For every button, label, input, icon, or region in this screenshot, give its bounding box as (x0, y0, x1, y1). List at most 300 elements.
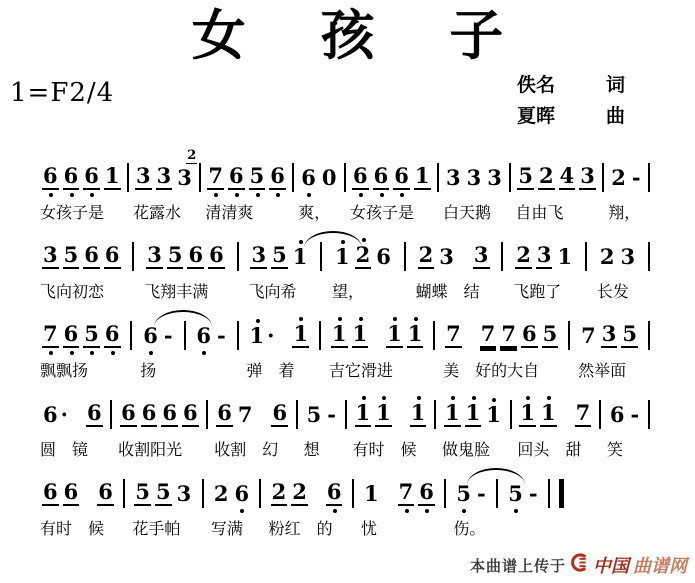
measure-lyric: 飞跑了 (513, 282, 562, 302)
note-number: 5 (508, 481, 523, 507)
note (249, 324, 275, 348)
measure-notes (513, 231, 575, 269)
note (83, 243, 100, 269)
octave-dot-high (414, 317, 418, 321)
meta-row (0, 70, 695, 140)
note-number: 1 (520, 400, 536, 426)
note-number: 3 (176, 481, 192, 507)
measure (442, 389, 504, 460)
barline (345, 400, 347, 429)
measure-notes (578, 310, 640, 348)
note (63, 322, 80, 348)
note-number: 6 (196, 323, 212, 349)
measure-lyric (193, 358, 228, 376)
octave-dot-low (214, 193, 218, 197)
measure-lyric: 飘飘扬 (40, 361, 89, 381)
note (418, 243, 435, 269)
note (407, 322, 424, 348)
octave-dot-low (380, 193, 384, 197)
measure (118, 389, 201, 460)
measure-notes (416, 231, 492, 269)
note-number: 3 (147, 242, 162, 268)
note-number: 7 (208, 163, 223, 189)
note (300, 166, 317, 190)
measure-notes (607, 389, 642, 427)
note-number: 1 (541, 400, 556, 426)
measure (361, 468, 437, 539)
note (326, 403, 337, 427)
note-number: 1 (387, 321, 402, 347)
note (83, 164, 100, 190)
note (120, 401, 137, 427)
note (515, 243, 532, 269)
note-number: 6 (84, 242, 99, 268)
barline (585, 242, 587, 271)
measure-lyric: 扬 (140, 361, 157, 381)
barline (132, 242, 134, 271)
octave-dot-high (338, 317, 342, 321)
measure-notes (132, 468, 194, 506)
measure-notes (329, 310, 426, 348)
note-number: 1 (331, 321, 347, 347)
watermark (470, 552, 687, 578)
measure-notes (248, 231, 310, 269)
measure (350, 152, 433, 223)
note (519, 401, 536, 427)
note-number: 3 (43, 242, 58, 268)
measure-lyric: 笑 (606, 440, 623, 460)
barline (437, 163, 439, 192)
barline (599, 400, 601, 429)
note (233, 482, 250, 506)
note (521, 322, 538, 348)
measure-lyric: 然举面 (578, 361, 627, 381)
note-number: - (631, 165, 641, 191)
note (249, 164, 266, 190)
note-number: 5 (84, 321, 99, 347)
measure (416, 231, 492, 302)
measure-notes (205, 152, 288, 190)
measure-notes (214, 389, 290, 427)
note-number: - (630, 402, 640, 428)
note-number: 6 (183, 400, 198, 426)
barline (292, 163, 294, 192)
note-number: 6 (43, 479, 58, 505)
measure-lyric: 圆 镜 (40, 440, 89, 460)
note (352, 322, 369, 348)
note (269, 164, 286, 190)
note (507, 482, 524, 506)
note-number: 6 (63, 479, 79, 505)
octave-dot-high (362, 238, 366, 242)
barline (648, 163, 650, 192)
note (609, 403, 626, 427)
octave-dot-low (333, 509, 337, 513)
note-number: 6 (609, 402, 625, 428)
note (621, 322, 638, 348)
note (182, 401, 199, 427)
octave-dot-low (149, 351, 153, 355)
note (556, 245, 573, 269)
note-number: 6 (86, 400, 102, 426)
octave-dot-low (240, 509, 244, 513)
measure-lyric: 翔， (608, 203, 641, 223)
note (291, 480, 308, 506)
score-line-4 (40, 389, 654, 460)
note (375, 401, 392, 427)
measure-notes (118, 389, 201, 427)
song-title: 女 孩 子 (191, 3, 504, 67)
barline (202, 479, 204, 508)
measure (214, 389, 290, 460)
measure (517, 389, 593, 460)
note (42, 480, 59, 506)
note-number: 6 (228, 163, 244, 189)
note (355, 401, 372, 427)
measure-lyric: 长发 (596, 282, 629, 302)
note (63, 480, 80, 506)
measure (247, 310, 312, 381)
note-number: 3 (445, 165, 461, 191)
note-number: 5 (456, 481, 472, 507)
barline (237, 321, 239, 350)
note-number: 5 (306, 402, 322, 428)
measure-notes (353, 389, 429, 427)
note (195, 324, 212, 348)
note-number: - (163, 323, 173, 349)
note-number: 6 (209, 242, 224, 268)
octave-dot-low (70, 351, 74, 355)
note-number: 7 (43, 321, 58, 347)
measure-lyric: 忧 (361, 519, 378, 539)
note (418, 480, 435, 506)
note-number: 7 (237, 402, 253, 428)
note (476, 482, 487, 506)
note (538, 164, 555, 190)
note-number: 0 (321, 165, 337, 191)
measure-notes (40, 231, 123, 269)
note-number: 1 (410, 400, 426, 426)
measure-lyric: 女孩子是 (40, 203, 105, 223)
note (161, 401, 178, 427)
measure-notes (247, 310, 312, 348)
note-number: - (327, 402, 336, 428)
note (528, 482, 539, 506)
barline (110, 400, 112, 429)
note-number: 1 (407, 321, 423, 347)
note-number: 1 (414, 163, 430, 189)
note-number: 1 (104, 163, 120, 189)
note-number: 1 (465, 400, 481, 426)
measure (132, 148, 197, 223)
credits (517, 70, 625, 132)
note (207, 164, 224, 190)
note (83, 322, 100, 348)
note-number: 6 (104, 321, 120, 347)
note (629, 403, 640, 427)
note-number: - (217, 323, 226, 349)
measure-lyric: 收割阳光 (118, 440, 183, 460)
note (540, 401, 557, 427)
note-number: 6 (301, 165, 316, 191)
note (575, 401, 592, 427)
measure (144, 231, 227, 302)
note-number: 5 (542, 321, 558, 347)
note (42, 164, 59, 190)
note (135, 164, 152, 190)
note-number: 6 (353, 163, 368, 189)
octave-dot-low (405, 509, 409, 513)
note (306, 403, 323, 427)
note (237, 403, 254, 427)
note (445, 166, 462, 190)
note-number: 4 (559, 163, 575, 189)
note-number: 6 (121, 400, 136, 426)
note-number: 2 (599, 244, 615, 270)
note (271, 401, 288, 427)
note-number: 3 (487, 165, 502, 191)
note (480, 322, 497, 348)
note (363, 482, 380, 506)
measure-lyric: 花手帕 (132, 519, 181, 539)
barline (648, 400, 650, 429)
score (0, 148, 695, 539)
measure-lyric: 飞翔丰满 (144, 282, 209, 302)
note (438, 245, 455, 269)
note-number: 1 (376, 400, 391, 426)
note-number: 5 (167, 242, 183, 268)
measure-lyric: 飞向初恋 (40, 282, 105, 302)
note-number: 6 (376, 244, 391, 270)
measure (608, 152, 643, 223)
note-number: 1 (355, 400, 371, 426)
note-number: 6 (43, 163, 58, 189)
measure-notes (608, 152, 643, 190)
note (559, 164, 576, 190)
note (375, 245, 392, 269)
note-number: 1 (293, 321, 309, 347)
barline (433, 321, 435, 350)
octave-dot-low (400, 193, 404, 197)
note (373, 164, 390, 190)
measure-lyric: 写满 (210, 519, 243, 539)
note-number: 2 (538, 163, 554, 189)
measure-notes (133, 148, 197, 191)
note (619, 245, 636, 269)
note-number: 6 (98, 479, 113, 505)
note-number: - (477, 481, 486, 507)
watermark-brand-rest: 曲谱网 (633, 556, 687, 576)
octave-dot-low (307, 193, 311, 197)
measure (211, 468, 252, 539)
note-number: 6 (270, 163, 285, 189)
note-number: 6 (272, 400, 288, 426)
note (352, 164, 369, 190)
note (445, 322, 462, 348)
barline (127, 163, 129, 192)
note (141, 401, 158, 427)
octave-dot-high (359, 317, 363, 321)
measure-lyric: 收割 幻 (214, 440, 279, 460)
measure (269, 468, 345, 539)
measure (443, 310, 560, 381)
measure-notes (517, 389, 593, 427)
note (63, 164, 80, 190)
note-number: 6 (162, 400, 177, 426)
score-line-1 (40, 148, 654, 223)
measure-lyric: 花露水 (132, 203, 181, 223)
note (97, 480, 114, 506)
barline (352, 479, 354, 508)
measure (304, 389, 339, 460)
barline (237, 242, 239, 271)
barline (648, 242, 650, 271)
octave-dot-low (111, 351, 115, 355)
measure-lyric: 飞向希 (248, 282, 297, 302)
measure (329, 310, 426, 381)
measure-lyric: 望， (332, 282, 365, 302)
measure (298, 152, 339, 223)
note (465, 401, 482, 427)
measure-lyric: 做鬼脸 (441, 440, 490, 460)
score-line-2 (40, 231, 654, 302)
measure-lyric: 自由飞 (515, 203, 564, 223)
measure-notes (40, 468, 116, 506)
key-time-signature: 1=F2/4 (10, 78, 115, 109)
watermark-text: 本曲谱上传于 (469, 557, 566, 575)
note (486, 166, 503, 190)
lyricist-credit (517, 70, 625, 101)
composer-credit (517, 101, 625, 132)
measure-lyric: 美 好的大自 (443, 361, 540, 381)
measure-lyric: 有时 候 (40, 519, 105, 539)
note-number: 3 (536, 242, 552, 268)
octave-dot-low (425, 509, 429, 513)
measure-notes (350, 152, 433, 190)
composer-role: 曲 (605, 106, 625, 128)
measure-notes (304, 389, 339, 427)
note (155, 480, 172, 506)
note-number: 7 (398, 479, 414, 505)
note (580, 324, 597, 348)
note (326, 480, 343, 506)
measure (513, 231, 575, 302)
octave-dot-high (256, 319, 260, 323)
note-number: 2 (271, 479, 287, 505)
measure (40, 152, 123, 223)
measure-notes (298, 152, 339, 190)
note-number: 2 (516, 242, 531, 268)
note (414, 164, 431, 190)
note (455, 482, 472, 506)
measure (205, 152, 288, 223)
augmentation-dot: · (60, 402, 68, 428)
note-number: 5 (272, 242, 287, 268)
note-number: 7 (480, 321, 496, 347)
measure-lyric: 回头 甜 (517, 440, 582, 460)
note (473, 243, 490, 269)
note (163, 324, 174, 348)
note-number: 3 (620, 244, 636, 270)
measure-lyric: 白天鹅 (442, 203, 491, 223)
barline (259, 479, 261, 508)
barline (344, 163, 346, 192)
measure-lyric (505, 516, 540, 534)
note (334, 245, 351, 269)
octave-dot-low (276, 193, 280, 197)
measure (40, 389, 105, 460)
note-number: 6 (84, 163, 99, 189)
note-number: 6 (234, 481, 250, 507)
note (216, 401, 233, 427)
note (176, 482, 193, 506)
note (599, 245, 616, 269)
note-number: 2 (292, 479, 307, 505)
site-logo-icon (570, 553, 589, 577)
note-number: 6 (104, 242, 120, 268)
note-number: 3 (135, 163, 151, 189)
octave-dot-high (417, 396, 421, 400)
octave-dot-high (299, 240, 303, 244)
note-number: 3 (580, 163, 595, 189)
note-number: 3 (439, 244, 454, 270)
note (331, 322, 348, 348)
octave-dot-low (256, 193, 260, 197)
measure-notes (40, 310, 123, 348)
note-number: 3 (473, 242, 489, 268)
note-number: 3 (601, 321, 617, 347)
note (610, 166, 627, 190)
note (292, 322, 309, 348)
note-number: 2 (611, 165, 626, 191)
note-number: 6 (373, 163, 389, 189)
measure-lyric: 清清爽 (205, 203, 254, 223)
octave-dot-low (90, 351, 94, 355)
note-number: 5 (63, 242, 79, 268)
note-number: 2 (213, 481, 229, 507)
measure (443, 152, 505, 223)
measure-lyric: 想 (303, 440, 320, 460)
note-number: 6 (63, 321, 79, 347)
octave-dot-low (359, 193, 363, 197)
note (134, 480, 151, 506)
measure (132, 468, 194, 539)
watermark-brand-cn: 中国 (593, 556, 629, 576)
measure-lyric: 蝴蝶 结 (415, 282, 480, 302)
note (485, 403, 502, 427)
note-number: 2 (355, 242, 371, 268)
note (156, 164, 173, 190)
note (146, 243, 163, 269)
measure-notes (361, 468, 437, 506)
measure (578, 310, 640, 381)
measure (607, 389, 642, 460)
note-number: 6 (188, 242, 204, 268)
note (86, 401, 103, 427)
lyricist-name: 佚名 (517, 75, 556, 97)
note-number: 1 (292, 244, 308, 270)
note (142, 324, 159, 348)
note-number: 3 (251, 242, 267, 268)
barline (434, 400, 436, 429)
note (631, 166, 642, 190)
note (517, 164, 534, 190)
note (444, 401, 461, 427)
barline (123, 479, 125, 508)
note-number: 5 (156, 479, 171, 505)
barline (648, 321, 650, 350)
barline (509, 163, 511, 192)
